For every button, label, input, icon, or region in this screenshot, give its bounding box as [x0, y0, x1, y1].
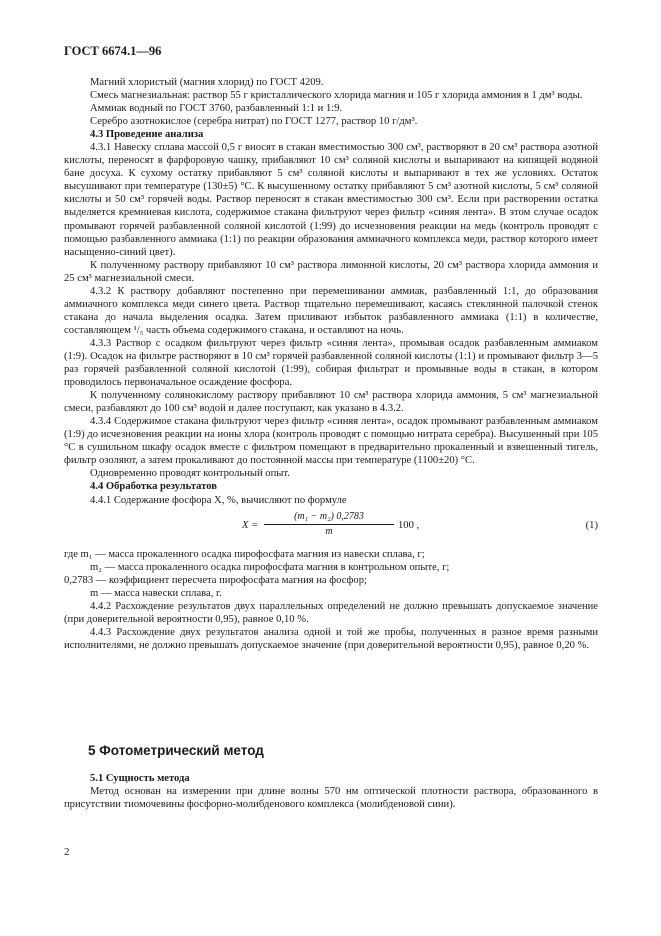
paragraph: 4.3.4 Содержимое стакана фильтруют через фильтр «синяя лента», осадок промывают разбавленным аммиаком (1:9) до исчезновения реакции на ионы хлора (контроль проводят с помощью нитрата серебра). Высушенный при 105 °С в сушильном шкафу осадок вместе с фильтром помещают в предварительно прокаленный и взвешенный тигель, фильтр озоляют, а затем прокаливают до постоянной массы при температуре (1100±20) °С.	[64, 416, 598, 467]
legend-line: 0,2783 — коэффициент пересчета пирофосфата магния на фосфор;	[64, 574, 367, 586]
paragraph: Одновременно проводят контрольный опыт.	[90, 468, 290, 480]
formula-fraction	[264, 510, 394, 538]
legend-line: m₂ — масса прокаленного осадка пирофосфата магния в контрольном опыте, г;	[90, 561, 450, 573]
subsection-heading: 5.1 Сущность метода	[90, 773, 190, 784]
paragraph: Магний хлористый (магния хлорид) по ГОСТ 4209.	[90, 77, 324, 88]
legend-line: m — масса навески сплава, г.	[90, 587, 222, 599]
formula	[64, 510, 598, 544]
paragraph: 4.3.3 Раствор с осадком фильтруют через фильтр «синяя лента», промывая осадок разбавленным аммиаком (1:9). Осадок на фильтре растворяют в 10 см³ горячей разбавленной соляной кислоты (1:1) и промывают фильтр 3—5 раз горячей разбавленной соляной кислотой (1:99), собирая фильтрат и промывные воды в стакан, в котором проводилось первоначальное осаждение фосфора.	[64, 337, 598, 389]
formula-lhs: X =	[242, 519, 259, 531]
paragraph: Серебро азотнокислое (серебра нитрат) по ГОСТ 1277, раствор 10 г/дм³.	[90, 116, 418, 128]
paragraph: 4.3.2 К раствору добавляют постепенно при перемешивании аммиак, разбавленный 1:1, до образования аммиачного комплекса меди синего цвета. Раствор тщательно перемешивают, касаясь стеклянной палочкой стенок стакана до начала выделения осадка. Затем приливают избыток разбавленного аммиака (1:1) в количестве, составляющем ¹/₅ часть объема содержимого стакана, и оставляют на ночь.	[64, 285, 598, 336]
formula-denominator: m	[325, 525, 333, 537]
formula-rhs: 100 ,	[398, 519, 420, 531]
paragraph: 4.4.1 Содержание фосфора X, %, вычисляют по формуле	[90, 494, 347, 506]
section-heading: 5 Фотометрический метод	[88, 743, 264, 758]
subsection-heading: 4.4 Обработка результатов	[90, 481, 217, 493]
paragraph: 4.3.1 Навеску сплава массой 0,5 г вносят в стакан вместимостью 300 см³, растворяют в 20 см³ раствора азотной кислоты, переносят в фарфоровую чашку, прибавляют 10 см³ соляной кислоты и выпаривают на кипящей водяной бане досуха. К сухому остатку прибавляют 5 см³ соляной кислоты и выпаривают в тех же условиях. Остаток высушивают при температуре (130±5) °С. К высушенному остатку прибавляют 5 см³ азотной кислоты, 5 см³ соляной кислоты и 50 см³ горячей воды. Раствор переносят в стакан вместимостью 300 см³. Если при растворении остатка выделяется кремниевая кислота, содержимое стакана фильтруют через фильтр «синяя лента». В этом случае осадок промывают горячей разбавленной соляной кислотой (1:99) до исчезновения реакции на медь (контроль проводят с помощью разбавленного аммиака (1:1) по реакции образования аммиачного комплекса меди, раствор которого имеет насыщенно-синий цвет).	[64, 142, 598, 258]
paragraph: К полученному раствору прибавляют 10 см³ раствора лимонной кислоты, 20 см³ раствора хлорида аммония и 25 см³ магнезиальной смеси.	[64, 259, 598, 284]
page-header: ГОСТ 6674.1—96	[64, 44, 162, 58]
page-number: 2	[64, 846, 70, 858]
subsection-heading: 4.3 Проведение анализа	[90, 129, 204, 141]
document-body	[64, 76, 598, 652]
paragraph: Смесь магнезиальная: раствор 55 г кристаллического хлорида магния и 105 г хлорида аммония в 1 дм³ воды.	[90, 90, 583, 102]
formula-number: (1)	[585, 519, 598, 531]
paragraph: 4.4.3 Расхождение двух результатов анализа одной и той же пробы, полученных в разное время разными исполнителями, не должно превышать допускаемое значение (при доверительной вероятности 0,95), равное 0,20 %.	[64, 626, 598, 651]
paragraph: Аммиак водный по ГОСТ 3760, разбавленный 1:1 и 1:9.	[90, 103, 343, 115]
paragraph: Метод основан на измерении при длине волны 570 нм оптической плотности раствора, образованного в присутствии тиомочевины фосфорно-молибденового комплекса (молибденовой сини).	[64, 786, 598, 811]
section-body	[64, 772, 598, 811]
legend-line: где m₁ — масса прокаленного осадка пирофосфата магния из навески сплава, г;	[64, 548, 425, 560]
paragraph: К полученному солянокислому раствору прибавляют 10 см³ раствора хлорида аммония, 5 см³ магнезиальной смеси, разбавляют до 100 см³ водой и далее поступают, как указано в 4.3.2.	[64, 390, 598, 415]
formula-numerator: (m₁ − m₂) 0,2783	[264, 510, 394, 525]
paragraph: 4.4.2 Расхождение результатов двух параллельных определений не должно превышать допускаемое значение (при доверительной вероятности 0,95), равное 0,10 %.	[64, 600, 598, 625]
